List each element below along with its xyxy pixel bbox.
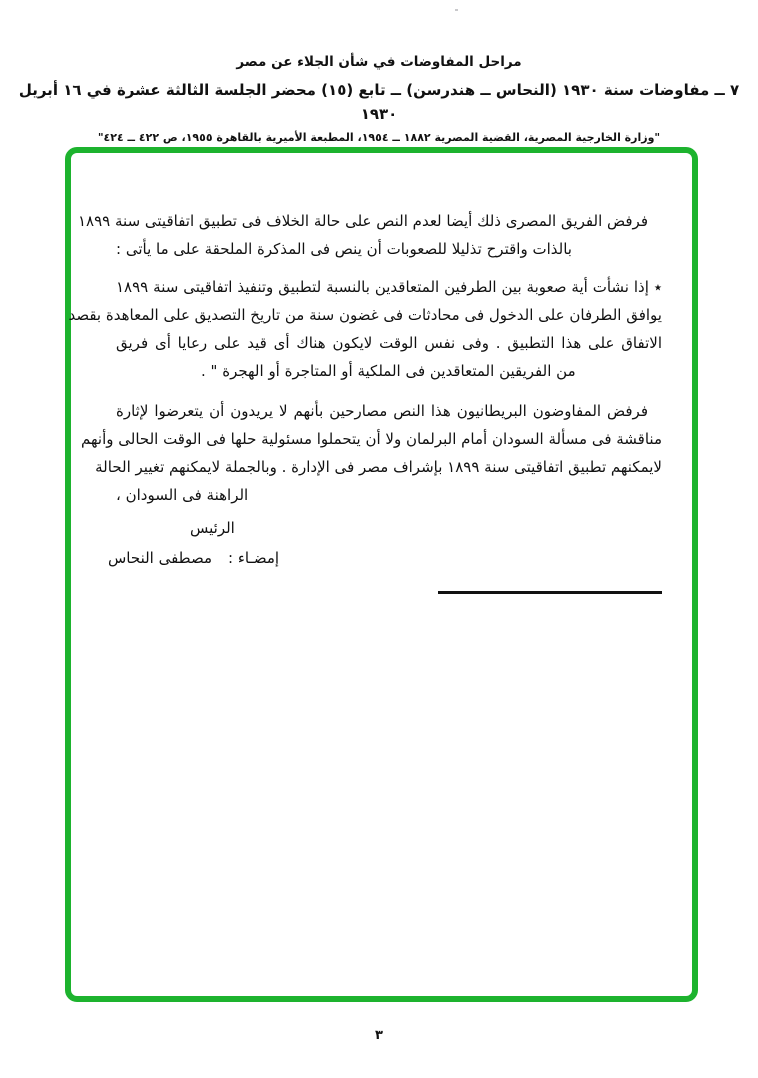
text-line: يوافق الطرفان على الدخول فى محادثات فى غضون سنة من تاريخ التصديق على المعاهدة بقصد <box>68 306 662 324</box>
header-title: مراحل المفاوضات في شأن الجلاء عن مصر <box>236 54 522 70</box>
signature-name: مصطفى النحاس <box>108 549 213 567</box>
signature-divider <box>438 591 662 594</box>
text-line: بالذات واقترح تذليلا للصعوبات أن ينص فى المذكرة الملحقة على ما يأتى : <box>116 240 572 258</box>
text-line: لايمكنهم تطبيق اتفاقيتى سنة ١٨٩٩ بإشراف مصر فى الإدارة . وبالجملة لايمكنهم تغيير الحالة <box>95 458 662 476</box>
page-number: ٣ <box>375 1028 383 1043</box>
signature-block <box>108 513 662 573</box>
header-subtitle: ٧ ــ مفاوضات سنة ١٩٣٠ (النحاس ــ هندرسن) ــ تابع (١٥) محضر الجلسة الثالثة عشرة في ١٦ أبريل ١٩٣٠ <box>18 81 740 123</box>
scan-artifact-speck <box>455 9 458 11</box>
signature-title: الرئيس <box>190 519 235 537</box>
paragraph-3 <box>81 397 662 509</box>
green-highlight-frame <box>65 147 698 1002</box>
signature-line <box>108 543 662 573</box>
text-line: ٭ إذا نشأت أية صعوبة بين الطرفين المتعاقدين بالنسبة لتطبيق وتنفيذ اتفاقيتى سنة ١٨٩٩ <box>116 278 662 296</box>
text-line: فرفض المفاوضون البريطانيون هذا النص مصارحين بأنهم لا يريدون أن يتعرضوا لإثارة <box>116 402 648 420</box>
header-source: "وزارة الخارجية المصرية، القضية المصرية ١٨٨٢ ــ ١٩٥٤، المطبعة الأميرية بالقاهرة ١٩٥٥، ص ٤٢٢ ــ ٤٢٤" <box>97 131 661 144</box>
text-line: فرفض الفريق المصرى ذلك أيضا لعدم النص على حالة الخلاف فى تطبيق اتفاقيتى سنة ١٨٩٩ <box>78 212 648 230</box>
text-line: الراهنة فى السودان ، <box>116 486 249 504</box>
paragraph-2-quote <box>68 273 662 385</box>
document-header <box>0 52 758 146</box>
text-line: مناقشة فى مسألة السودان أمام البرلمان ولا أن يتحملوا مسئولية حلها فى الوقت الحالى وأنهم <box>81 430 662 448</box>
paragraph-1 <box>78 207 662 263</box>
text-line: من الفريقين المتعاقدين فى الملكية أو المتاجرة أو الهجرة " . <box>201 362 576 380</box>
signature-label: إمضـاء : <box>228 549 280 567</box>
text-line: الاتفاق على هذا التطبيق . وفى نفس الوقت لايكون هناك أى قيد على رعايا أى فريق <box>116 334 662 352</box>
document-body <box>68 153 692 996</box>
